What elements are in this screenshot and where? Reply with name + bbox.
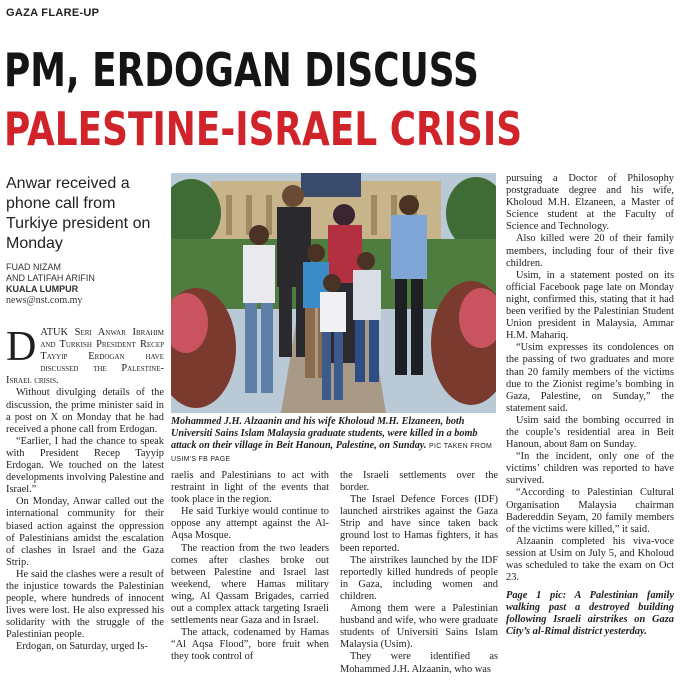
byline-location: KUALA LUMPUR: [6, 284, 79, 294]
paragraph: Without divulging details of the discussion, the prime minister said in a post on X on Monday that he had received a phone call from Erdogan.: [6, 387, 164, 435]
paragraph: Among them were a Palestinian husband and wife, who were graduate students of Universiti Sains Islam Malaysia (Usim).: [340, 603, 498, 651]
paragraph: “Usim expresses its condolences on the passing of two graduates and more than 20 family members of the victims due to the Zionist regime’s bombing in Gaza, Palestine, on Sunday,” the statement said.: [506, 342, 674, 414]
paragraph: They were identified as Mohammed J.H. Alzaanin, who was: [340, 651, 498, 675]
lead-text: ATUK Seri Anwar Ibrahim and Turkish President Recep Tayyip Erdogan have discussed the Palestine-Israel crisis.: [6, 327, 164, 387]
headline-line-1: PM, ERDOGAN DISCUSS: [4, 43, 479, 97]
headline-line-2: PALESTINE-ISRAEL CRISIS: [4, 102, 523, 156]
byline: [6, 262, 166, 306]
paragraph: “Earlier, I had the chance to speak with President Recep Tayyip Erdogan. We touched on the latest developments involving Palestine and Israel.”: [6, 435, 164, 496]
photo-credit: PIC TAKEN FROM USIM'S FB PAGE: [171, 443, 493, 463]
paragraph: He said the clashes were a result of the injustice towards the Palestinian people, where hundreds of innocent lives were lost. He also expressed his solidarity with the struggle of the Palestinian people.: [6, 568, 164, 641]
paragraph: Usim, in a statement posted on its official Facebook page late on Monday night, confirmed this, stating that it had been verified by the Palestinian Student Union president in Malaysia, Ammar H.M. Mahariq.: [506, 269, 674, 342]
article-column-4: [506, 173, 674, 639]
page1-photo-caption: Page 1 pic: A Palestinian family walking past a destroyed building following Israeli airstrikes on Gaza City’s al-Rimal district yesterday.: [506, 590, 674, 638]
family-photo-illustration: [171, 173, 496, 413]
article-column-1: [6, 324, 164, 654]
paragraph: The Israel Defence Forces (IDF) launched airstrikes against the Gaza Strip and have since taken back ground lost to Hamas fighters, it has been reported.: [340, 494, 498, 554]
paragraph: On Monday, Anwar called out the international community for their biased action against the oppression of Palestinians amidst the escalation of clashes in Israel and the Gaza Strip.: [6, 496, 164, 568]
paragraph: Erdogan, on Saturday, urged Is-: [16, 641, 148, 653]
paragraph: The airstrikes launched by the IDF reportedly killed hundreds of people in Gaza, including women and children.: [340, 554, 498, 602]
family-photo: [171, 173, 496, 413]
paragraph: “According to Palestinian Cultural Organisation Malaysia chairman Badereddin Seyam, 20 family members of the victims were killed,” it said.: [506, 487, 674, 535]
paragraph: Alzaanin completed his viva-voce session at Usim on July 5, and Kholoud was scheduled to take the exam on Oct 23.: [506, 535, 674, 584]
paragraph-continued: pursuing a Doctor of Philosophy postgraduate degree and his wife, Kholoud M.H. Elzaneen, a Master of Science student at the Faculty of Science and Technology.: [506, 173, 674, 233]
byline-email[interactable]: news@nst.com.my: [6, 295, 83, 306]
article-column-2: [171, 470, 329, 664]
paragraph: The attack, codenamed by Hamas “Al Aqsa Flood”, bore fruit when they took control of: [171, 627, 329, 663]
paragraph: The reaction from the two leaders comes after clashes broke out between Palestine and Israel last weekend, where Hamas military wing, Al Qassam Brigades, carried out a complex attack targeting Israeli settlements near Gaza and in Israel.: [171, 542, 329, 627]
article-lead-paragraph: [6, 324, 164, 387]
paragraph: He said Turkiye would continue to oppose any attempt against the Al-Aqsa Mosque.: [171, 506, 329, 542]
paragraph: Also killed were 20 of their family members, including four of their five children.: [506, 233, 674, 269]
section-kicker: GAZA FLARE-UP: [6, 7, 100, 19]
deck-subheading: Anwar received a phone call from Turkiye president on Monday: [6, 175, 151, 252]
paragraph-continued: the Israeli settlements over the border.: [340, 470, 498, 494]
byline-author-2: AND LATIFAH ARIFIN: [6, 273, 95, 283]
photo-caption-text: Mohammed J.H. Alzaanin and his wife Kholoud M.H. Elzaneen, both Universiti Sains Islam Malaysia graduate students, were killed in a bomb attack on their village in Beit Hanoun, Palestine, on Sunday.: [171, 416, 478, 451]
paragraph-continued: raelis and Palestinians to act with restraint in light of the events that took place in the region.: [171, 470, 329, 506]
paragraph: Usim said the bombing occurred in the couple’s residential area in Beit Hanoun, about 8am on Sunday.: [506, 414, 674, 451]
photo-caption: [171, 416, 496, 466]
paragraph: “In the incident, only one of the victims’ children was reported to have survived.: [506, 451, 674, 487]
article-column-3: [340, 470, 498, 676]
drop-cap: D: [6, 324, 37, 370]
byline-author-1: FUAD NIZAM: [6, 262, 61, 272]
